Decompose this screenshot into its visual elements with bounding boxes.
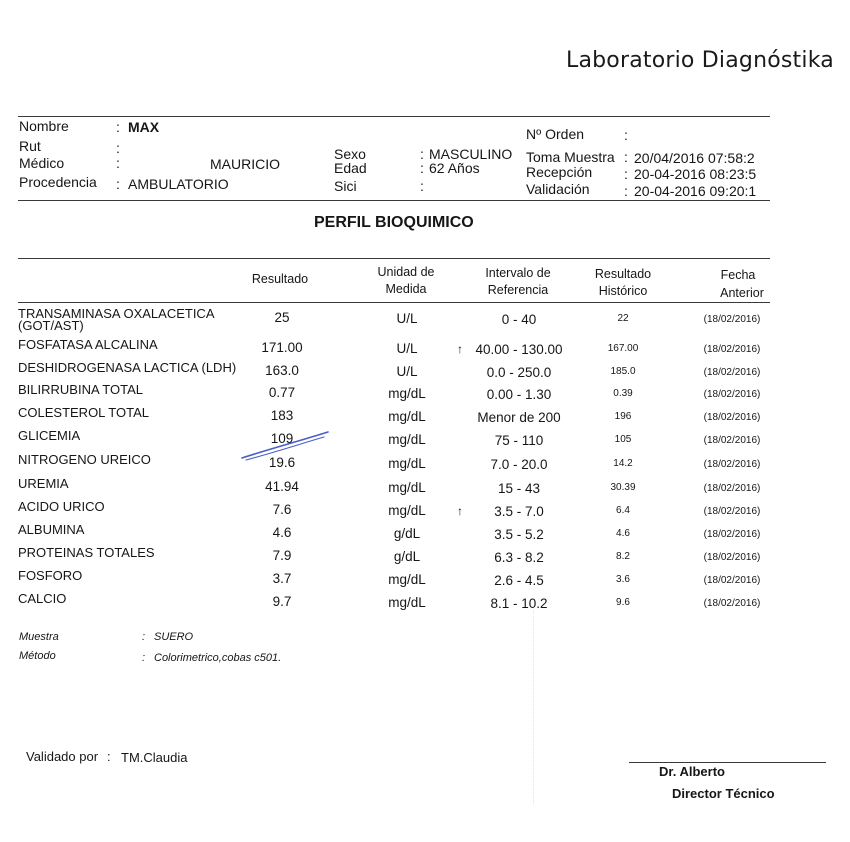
- test-name: TRANSAMINASA OXALACETICA: [18, 306, 215, 321]
- result-value: 3.7: [272, 571, 292, 586]
- historic-value: 4.6: [616, 528, 630, 539]
- col-header-historico-1: Resultado: [594, 267, 652, 281]
- previous-date: (18/02/2016): [703, 598, 761, 609]
- muestra-value: SUERO: [154, 631, 194, 643]
- result-value: 9.7: [272, 594, 292, 609]
- fold-line: [533, 610, 534, 805]
- unit-value: mg/dL: [388, 572, 426, 587]
- nombre-label: Nombre: [19, 118, 69, 134]
- validacion-label: Validación: [526, 181, 590, 197]
- recepcion-value: 20-04-2016 08:23:5: [634, 166, 757, 182]
- previous-date: (18/02/2016): [703, 367, 761, 378]
- unit-value: mg/dL: [388, 456, 426, 471]
- previous-date: (18/02/2016): [703, 389, 761, 400]
- historic-value: 6.4: [616, 505, 630, 516]
- colon-medico: :: [116, 155, 120, 171]
- colon-orden: :: [624, 127, 628, 143]
- signature-rule: [629, 762, 826, 763]
- historic-value: 3.6: [616, 574, 630, 585]
- reference-range: 0.00 - 1.30: [486, 387, 552, 402]
- colon-recepcion: :: [624, 166, 628, 182]
- test-name: COLESTEROL TOTAL: [18, 405, 150, 420]
- test-name: BILIRRUBINA TOTAL: [18, 382, 143, 397]
- unit-value: mg/dL: [388, 409, 426, 424]
- unit-value: g/dL: [393, 549, 421, 564]
- colon-validado: :: [107, 749, 111, 764]
- unit-value: mg/dL: [388, 503, 426, 518]
- header-bottom-rule: [18, 200, 770, 201]
- edad-value: 62 Años: [429, 160, 480, 176]
- muestra-label: Muestra: [19, 631, 59, 643]
- col-header-unidad-1: Unidad de: [377, 265, 435, 279]
- historic-value: 14.2: [613, 458, 633, 469]
- lab-brand: Laboratorio Diagnóstika: [566, 48, 834, 73]
- doctor-name: Dr. Alberto: [659, 764, 725, 779]
- procedencia-value: AMBULATORIO: [128, 176, 229, 192]
- colon-rut: :: [116, 140, 120, 156]
- sexo-value: MASCULINO: [429, 146, 513, 162]
- orden-label: Nº Orden: [526, 126, 585, 142]
- test-name: DESHIDROGENASA LACTICA (LDH): [18, 360, 237, 375]
- reference-range: 6.3 - 8.2: [494, 550, 544, 565]
- historic-value: 105: [614, 434, 632, 445]
- unit-value: mg/dL: [388, 595, 426, 610]
- toma-muestra-value: 20/04/2016 07:58:2: [634, 150, 755, 166]
- unit-value: U/L: [396, 311, 418, 326]
- previous-date: (18/02/2016): [703, 459, 761, 470]
- previous-date: (18/02/2016): [703, 344, 761, 355]
- historic-value: 8.2: [616, 551, 630, 562]
- unit-value: mg/dL: [388, 386, 426, 401]
- unit-value: U/L: [396, 341, 418, 356]
- previous-date: (18/02/2016): [703, 483, 761, 494]
- colon-validacion: :: [624, 183, 628, 199]
- colon-procedencia: :: [116, 176, 120, 192]
- colon-sici: :: [420, 178, 424, 194]
- result-value: 25: [274, 310, 290, 325]
- test-name: CALCIO: [18, 591, 67, 606]
- historic-value: 167.00: [607, 343, 639, 354]
- unit-value: g/dL: [393, 526, 421, 541]
- metodo-value: Colorimetrico,cobas c501.: [154, 652, 282, 664]
- result-value: 109: [270, 431, 294, 446]
- test-name: ACIDO URICO: [18, 499, 105, 514]
- result-value: 171.00: [261, 340, 303, 355]
- previous-date: (18/02/2016): [703, 412, 761, 423]
- historic-value: 22: [617, 313, 629, 324]
- result-value: 41.94: [265, 479, 299, 494]
- pen-scribble: [236, 428, 336, 464]
- test-name: FOSFATASA ALCALINA: [18, 337, 158, 352]
- historic-value: 196: [614, 411, 632, 422]
- test-name: PROTEINAS TOTALES: [18, 545, 155, 560]
- validacion-value: 20-04-2016 09:20:1: [634, 183, 757, 199]
- colon-edad: :: [420, 160, 424, 176]
- validado-value: TM.Claudia: [121, 750, 188, 765]
- table-header-bottom-rule: [18, 302, 770, 303]
- col-header-resultado: Resultado: [251, 272, 309, 286]
- reference-range: Menor de 200: [477, 410, 561, 425]
- test-name: UREMIA: [18, 476, 69, 491]
- colon-muestra: :: [142, 631, 146, 643]
- reference-range: 8.1 - 10.2: [490, 596, 548, 611]
- reference-range: 0 - 40: [501, 312, 537, 327]
- header-top-rule: [18, 116, 770, 117]
- result-value: 163.0: [265, 363, 299, 378]
- result-value: 0.77: [268, 385, 296, 400]
- previous-date: (18/02/2016): [703, 314, 761, 325]
- result-value: 4.6: [272, 525, 292, 540]
- result-value: 7.9: [272, 548, 292, 563]
- reference-range: 3.5 - 7.0: [494, 504, 544, 519]
- test-name: ALBUMINA: [18, 522, 85, 537]
- validado-label: Validado por: [26, 749, 99, 764]
- col-header-historico-2: Histórico: [598, 284, 648, 298]
- historic-value: 30.39: [610, 482, 636, 493]
- result-value: 183: [270, 408, 294, 423]
- test-name-cont: (GOT/AST): [18, 318, 84, 333]
- metodo-label: Método: [19, 650, 56, 662]
- nombre-value: MAX: [128, 119, 160, 135]
- report-title: PERFIL BIOQUIMICO: [314, 214, 474, 231]
- historic-value: 9.6: [616, 597, 630, 608]
- sexo-label: Sexo: [334, 146, 366, 162]
- previous-date: (18/02/2016): [703, 575, 761, 586]
- reference-range: 15 - 43: [497, 481, 541, 496]
- historic-value: 0.39: [613, 388, 633, 399]
- doctor-title: Director Técnico: [672, 786, 775, 801]
- result-value: 19.6: [268, 455, 296, 470]
- medico-label: Médico: [19, 155, 65, 171]
- colon-toma: :: [624, 149, 628, 165]
- previous-date: (18/02/2016): [703, 552, 761, 563]
- unit-value: mg/dL: [388, 480, 426, 495]
- reference-range: 0.0 - 250.0: [486, 365, 552, 380]
- colon-sexo: :: [420, 146, 424, 162]
- col-header-fecha-2: Anterior: [720, 286, 764, 300]
- reference-range: 75 - 110: [494, 433, 544, 448]
- previous-date: (18/02/2016): [703, 529, 761, 540]
- reference-range: 7.0 - 20.0: [490, 457, 548, 472]
- result-value: 7.6: [272, 502, 292, 517]
- reference-range: 40.00 - 130.00: [475, 342, 563, 357]
- flag-high-icon: ↑: [457, 504, 463, 518]
- previous-date: (18/02/2016): [703, 435, 761, 446]
- reference-range: 2.6 - 4.5: [494, 573, 544, 588]
- table-header-top-rule: [18, 258, 770, 259]
- test-name: GLICEMIA: [18, 428, 81, 443]
- previous-date: (18/02/2016): [703, 506, 761, 517]
- sici-label: Sici: [334, 178, 357, 194]
- unit-value: mg/dL: [388, 432, 426, 447]
- edad-label: Edad: [334, 160, 367, 176]
- test-name: NITROGENO UREICO: [18, 452, 151, 467]
- col-header-unidad-2: Medida: [385, 282, 427, 296]
- col-header-fecha-1: Fecha: [720, 268, 756, 282]
- col-header-intervalo-1: Intervalo de: [485, 266, 551, 280]
- test-name: FOSFORO: [18, 568, 83, 583]
- recepcion-label: Recepción: [526, 164, 593, 180]
- colon-metodo: :: [142, 652, 146, 664]
- reference-range: 3.5 - 5.2: [494, 527, 544, 542]
- rut-label: Rut: [19, 138, 41, 154]
- historic-value: 185.0: [610, 366, 636, 377]
- unit-value: U/L: [396, 364, 418, 379]
- colon-nombre: :: [116, 119, 120, 135]
- toma-muestra-label: Toma Muestra: [526, 149, 615, 165]
- procedencia-label: Procedencia: [19, 174, 97, 190]
- flag-high-icon: ↑: [457, 342, 463, 356]
- medico-value: MAURICIO: [210, 156, 280, 172]
- col-header-intervalo-2: Referencia: [487, 283, 549, 297]
